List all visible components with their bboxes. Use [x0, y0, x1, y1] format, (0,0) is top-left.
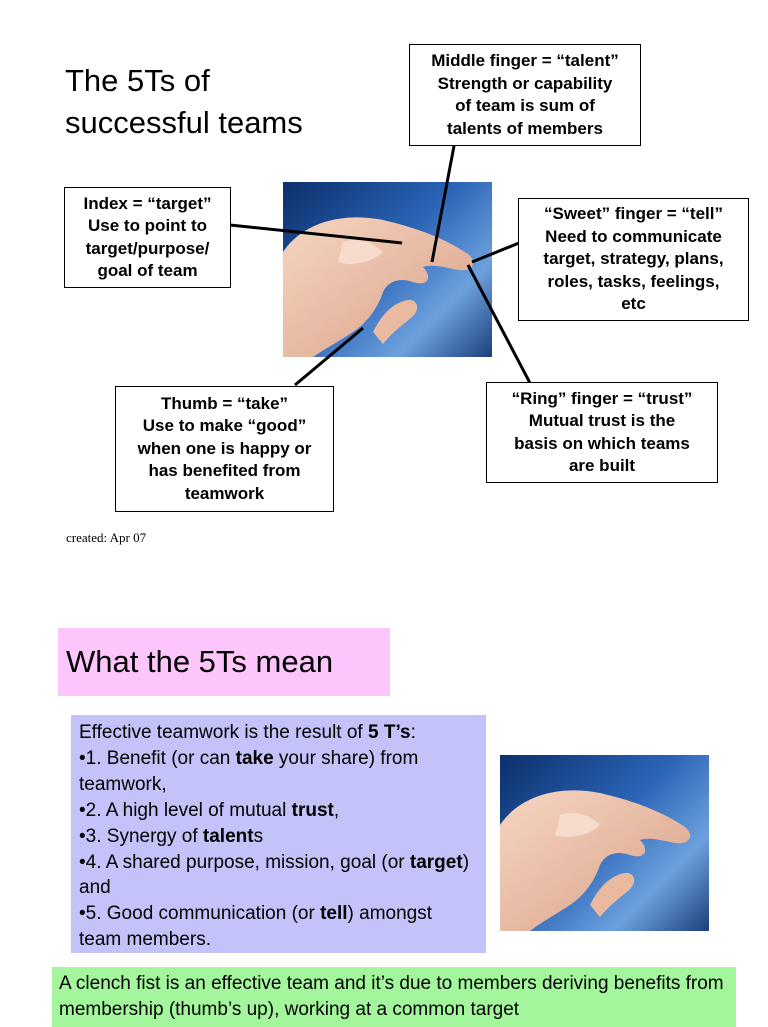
hand-photo — [283, 182, 492, 357]
callout-line: when one is happy or — [137, 438, 312, 458]
callout-line: Strength or capability — [437, 73, 613, 93]
title-line-2: successful teams — [65, 105, 303, 140]
callout-line: of team is sum of — [455, 96, 595, 115]
hand-photo-small — [500, 755, 709, 931]
callout-line: target/purpose/ — [85, 238, 210, 258]
item-text: •3. Synergy of — [79, 825, 203, 847]
callout-line: roles, tasks, feelings, — [547, 271, 720, 291]
callout-line: “Sweet” finger = “tell” — [543, 204, 723, 224]
slide-title — [65, 60, 303, 144]
callout-index-finger — [64, 187, 231, 288]
item-text: •4. A shared purpose, mission, goal (or — [79, 851, 410, 873]
item-keyword: take — [235, 747, 274, 769]
section-title: What the 5Ts mean — [58, 628, 390, 696]
callout-line: “Ring” finger = “trust” — [511, 388, 693, 408]
callout-line: are built — [568, 456, 636, 475]
callout-line: Index = “target” — [83, 193, 212, 213]
callout-middle-finger — [409, 44, 641, 146]
callout-line: has benefited from — [148, 461, 301, 481]
hand-illustration — [283, 182, 492, 357]
list-item — [79, 824, 478, 850]
item-keyword: tell — [320, 903, 348, 925]
item-text: •2. A high level of mutual — [79, 799, 292, 821]
callout-line: teamwork — [184, 483, 265, 503]
callout-ring-finger — [486, 382, 718, 483]
item-text: s — [253, 825, 264, 847]
item-text: , — [333, 799, 340, 821]
hand-illustration — [500, 755, 709, 931]
callout-line: Use to make “good” — [142, 416, 307, 436]
callout-line: Middle finger = “talent” — [431, 51, 619, 70]
intro-end: : — [410, 722, 416, 743]
list-item — [79, 901, 478, 953]
callout-thumb — [115, 386, 334, 512]
title-line-1: The 5Ts of — [65, 63, 210, 98]
item-keyword: target — [409, 851, 463, 873]
callout-sweet-finger — [518, 198, 749, 321]
callout-line: target, strategy, plans, — [543, 249, 724, 269]
item-text: your share) from teamwork, — [79, 747, 419, 795]
list-item — [79, 798, 478, 824]
callout-line: talents of members — [447, 118, 603, 138]
five-ts-list — [71, 715, 486, 953]
item-keyword: talent — [202, 825, 254, 847]
callout-line: etc — [621, 294, 646, 314]
callout-line: basis on which teams — [514, 433, 690, 453]
intro-text: Effective teamwork is the result of — [79, 722, 368, 743]
callout-line: Thumb = “take” — [160, 393, 289, 413]
intro-bold: 5 T’s — [368, 722, 411, 743]
callout-line: Need to communicate — [545, 226, 722, 246]
summary-text: A clench fist is an effective team and it’s due to members deriving benefits from membership (thumb’s up), working at a common target — [52, 967, 736, 1027]
item-keyword: trust — [291, 799, 334, 821]
item-text: •1. Benefit (or can — [79, 747, 236, 769]
list-item — [79, 850, 478, 902]
item-text: ) amongst team members. — [79, 903, 433, 951]
callout-line: Mutual trust is the — [528, 411, 676, 430]
created-date: created: Apr 07 — [66, 530, 147, 545]
callout-line: Use to point to — [88, 216, 207, 235]
callout-line: goal of team — [97, 261, 198, 280]
list-intro — [79, 720, 478, 746]
list-item — [79, 746, 478, 798]
item-text: •5. Good communication (or — [79, 903, 321, 925]
item-text: ) and — [79, 851, 470, 899]
